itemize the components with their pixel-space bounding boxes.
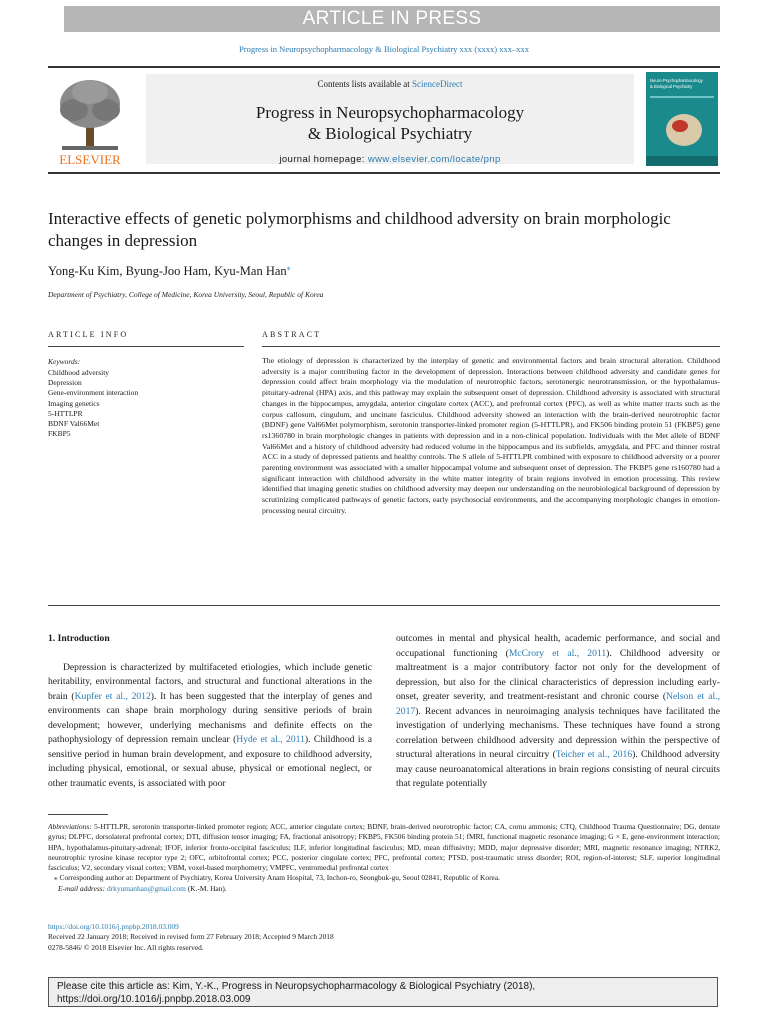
keyword-item: 5-HTTLPR [48, 408, 83, 418]
journal-cover-image [646, 72, 718, 166]
intro-text: outcomes in mental and physical health, academic performance, and social and occupational functioning ( [396, 633, 720, 659]
journal-masthead [48, 66, 720, 174]
journal-title-line-2: & Biological Psychiatry [307, 124, 473, 143]
elsevier-logo[interactable] [48, 74, 132, 168]
publication-info [48, 922, 334, 953]
intro-text: ). Childhood is a sensitive period in human brain development, and exposure to childhood adversity, including physical, emotional, or sexual abuse, physical or emotional neglect, or other traumatic events, is associated with poor [48, 734, 372, 789]
author-names: Yong-Ku Kim, Byung-Joo Ham, Kyu-Man Han [48, 264, 287, 279]
section-heading-introduction: 1. Introduction [48, 633, 110, 644]
body-column-right [396, 632, 720, 792]
keyword-item: Gene-environment interaction [48, 388, 139, 398]
contents-available-line [146, 79, 634, 89]
abstract-text: The etiology of depression is characterized by the interplay of genetic and environmental factors and brain structural alteration. Childhood adversity is a major contributing factor in the development of depression. Interactions between childhood adversity and candidate genes for depression could affect brain morphology via the modulation of neurotrophic factors, serotonergic neurotransmission, or the hypothalamus-pituitary-adrenal (HPA) axis, and this pathway may explain the subsequent onset of depression. Childhood adversity is associated with structural changes in the hippocampus, amygdala, anterior cingulate cortex (ACC), and prefrontal cortex (PFC), as well as white matter tracts such as the corpus callosum, cingulum, and uncinate fasciculus. Childhood adversity showed an interaction with the brain-derived neurotrophic factor (BDNF) gene Val66Met polymorphism, serotonin transporter-linked promoter region (5-HTTLPR), and FK506 binding protein 51 (FKBP5) gene rs1360780 in brain morphologic changes in patients with depression and in a non-clinical population. Individuals with the Met allele of BDNF Val66Met and a history of childhood adversity had reduced volume in the hippocampus and its subfields, amygdala, and PFC and thinner rostral ACC in a study of depressed patients and healthy controls. The S allele of 5-HTTLPR combined with exposure to childhood adversity or a poorer parenting environment was associated with a smaller hippocampal volume and subsequent onset of depression. The FKBP5 gene rs160780 had a significant interaction with childhood adversity in the white matter integrity of brain regions involved in emotion processing. This review identified that imaging genetic studies on childhood adversity may deepen our understanding on the neurobiological background of depression by scrutinizing complicated pathways of genetic factors, early psychosocial environments, and the accompanying morphologic changes in emotion-processing neural circuitry. [262, 356, 720, 515]
intro-paragraph [48, 661, 372, 792]
email-suffix: (K.-M. Han). [185, 883, 227, 893]
abbreviations-text: 5-HTTLPR, serotonin transporter-linked promoter region; ACC, anterior cingulate cortex; BDNF, brain-derived neurotrophic factor; CA, cornu ammonis; CTQ, Childhood Trauma Questionnaire; DG, dentate gyrus; DLPFC, dorsolateral prefrontal cortex; DTI, diffusion tensor imaging; FA, fractional anisotropy; FKBP5, FK506 binding protein 51; fMRI, functional magnetic resonance imaging; G × E, gene-environment interaction; HPA, hypothalamus-pituitary-adrenal; IFOF, inferior fronto-occipital fasciculus; ILF, inferior longitudinal fasciculus; MD, mean diffusivity; MDD, major depressive disorder; MRI, magnetic resonance imaging; NTRK2, neurotrophic tyrosine kinase receptor type 2; OFC, orbitofrontal cortex; PCC, posterior cingulate cortex; PFC, prefrontal cortex; PTSD, post-traumatic stress disorder; ROI, region-of-interest; SLF, superior longitudinal fasciculus; V2, secondary visual cortex; VBM, voxel-based morphometry; VMPFC, ventromedial prefrontal cortex [48, 822, 720, 873]
abbreviations-label: Abbreviations: [48, 822, 92, 831]
citation-link[interactable]: Kupfer et al., 2012 [74, 690, 151, 702]
intro-text: Depression is characterized by multifaceted etiologies, which include genetic heritability, environmental factors, and structural and functional alterations in the brain ( [48, 661, 372, 702]
email-link[interactable]: drkyumanhan@gmail.com [107, 883, 186, 893]
author-affiliation: Department of Psychiatry, College of Medicine, Korea University, Seoul, Republic of Korea [48, 290, 324, 299]
email-label: E-mail address: [58, 883, 106, 893]
email-footnote [48, 884, 720, 894]
article-info-rule [48, 346, 244, 347]
keywords-list [48, 368, 138, 439]
journal-title-line-1: Progress in Neuropsychopharmacology [255, 103, 525, 122]
footnotes [48, 822, 720, 894]
keywords-label: Keywords: [48, 357, 81, 366]
footnote-rule [48, 814, 108, 815]
citation-link[interactable]: Hyde et al., 2011 [236, 734, 305, 745]
intro-text: ). Childhood adversity or maltreatment is a major contributory factor not only for the development of depression, but also for the clinical characteristics of depression including early-onset, greater severity, and treatment-resistant and chronic course ( [396, 647, 720, 702]
cover-title-line-1: Neuro-Psychopharmacology [650, 78, 703, 83]
citation-box [48, 977, 718, 1007]
sciencedirect-link[interactable]: ScienceDirect [412, 79, 463, 89]
keyword-item: Childhood adversity [48, 368, 110, 377]
body-column-left [48, 632, 372, 791]
keyword-item: Imaging genetics [48, 398, 100, 408]
citation-link[interactable]: Nelson et al., 2017 [396, 691, 721, 717]
journal-title [146, 102, 634, 144]
intro-text: ). Recent advances in neuroimaging analysis techniques have facilitated the investigation of underlying mechanisms. These techniques have found a strong correlation between childhood adversity and depression within the perspective of structural alterations in neural circuitry ( [396, 705, 720, 760]
doi-link[interactable]: https://doi.org/10.1016/j.pnpbp.2018.03.009 [48, 922, 179, 931]
author-list [48, 263, 291, 279]
abstract-body [262, 356, 720, 517]
journal-reference-link[interactable]: Progress in Neuropsychopharmacology & Biological Psychiatry xxx (xxxx) xxx–xxx [239, 44, 529, 54]
keyword-item: BDNF Val66Met [48, 419, 100, 429]
citation-link[interactable]: McCrory et al., 2011 [508, 647, 607, 659]
intro-paragraph-continued [396, 632, 720, 792]
publisher-name: ELSEVIER [59, 152, 121, 167]
journal-info-box [146, 74, 634, 164]
issn-copyright: 0278-5846/ © 2018 Elsevier Inc. All rights reserved. [48, 942, 204, 952]
contents-prefix: Contents lists available at [317, 79, 412, 89]
article-title: Interactive effects of genetic polymorphisms and childhood adversity on brain morphologic changes in depression [48, 209, 671, 250]
journal-homepage-line [146, 154, 634, 165]
corresponding-author-footnote: ⁎ Corresponding author at: Department of Psychiatry, Korea University Anam Hospital, 73, Inchon-ro, Seongbuk-gu, Seoul 02841, Republic of Korea. [54, 873, 500, 883]
homepage-prefix: journal homepage: [279, 154, 368, 165]
article-info-heading: ARTICLE INFO [48, 330, 129, 339]
corresponding-author-mark[interactable]: ⁎ [286, 263, 291, 272]
received-dates: Received 22 January 2018; Received in revised form 27 February 2018; Accepted 9 March 2018 [48, 932, 334, 942]
intro-text: ). Childhood adversity may cause neuroanatomical alterations in brain regions consisting of neural circuits that regulate potentially [396, 749, 720, 789]
homepage-link[interactable]: www.elsevier.com/locate/pnp [367, 154, 501, 165]
citation-link[interactable]: Teicher et al., 2016 [555, 749, 633, 760]
journal-cover-thumbnail[interactable] [646, 72, 718, 166]
abstract-rule [262, 346, 720, 347]
elsevier-tree-icon [48, 74, 132, 168]
cover-title-line-2: & Biological Psychiatry [650, 84, 693, 89]
abstract-heading: ABSTRACT [262, 330, 322, 339]
abbreviations-footnote [48, 822, 720, 873]
keyword-item: FKBP5 [48, 429, 71, 439]
intro-text: ). It has been suggested that the interplay of genes and environments can shape brain morphology during sensitive periods of brain development; however, underlying mechanisms and definite effects on the pathophysiology of depression remain unclear ( [48, 690, 372, 745]
citation-line-1: Please cite this article as: Kim, Y.-K., Progress in Neuropsychopharmacology & Biological Psychiatry (2018), [57, 981, 536, 992]
citation-doi[interactable]: https://doi.org/10.1016/j.pnpbp.2018.03.009 [57, 994, 251, 1005]
article-in-press-banner: ARTICLE IN PRESS [64, 6, 720, 32]
section-divider [48, 605, 720, 606]
keyword-item: Depression [48, 378, 82, 388]
